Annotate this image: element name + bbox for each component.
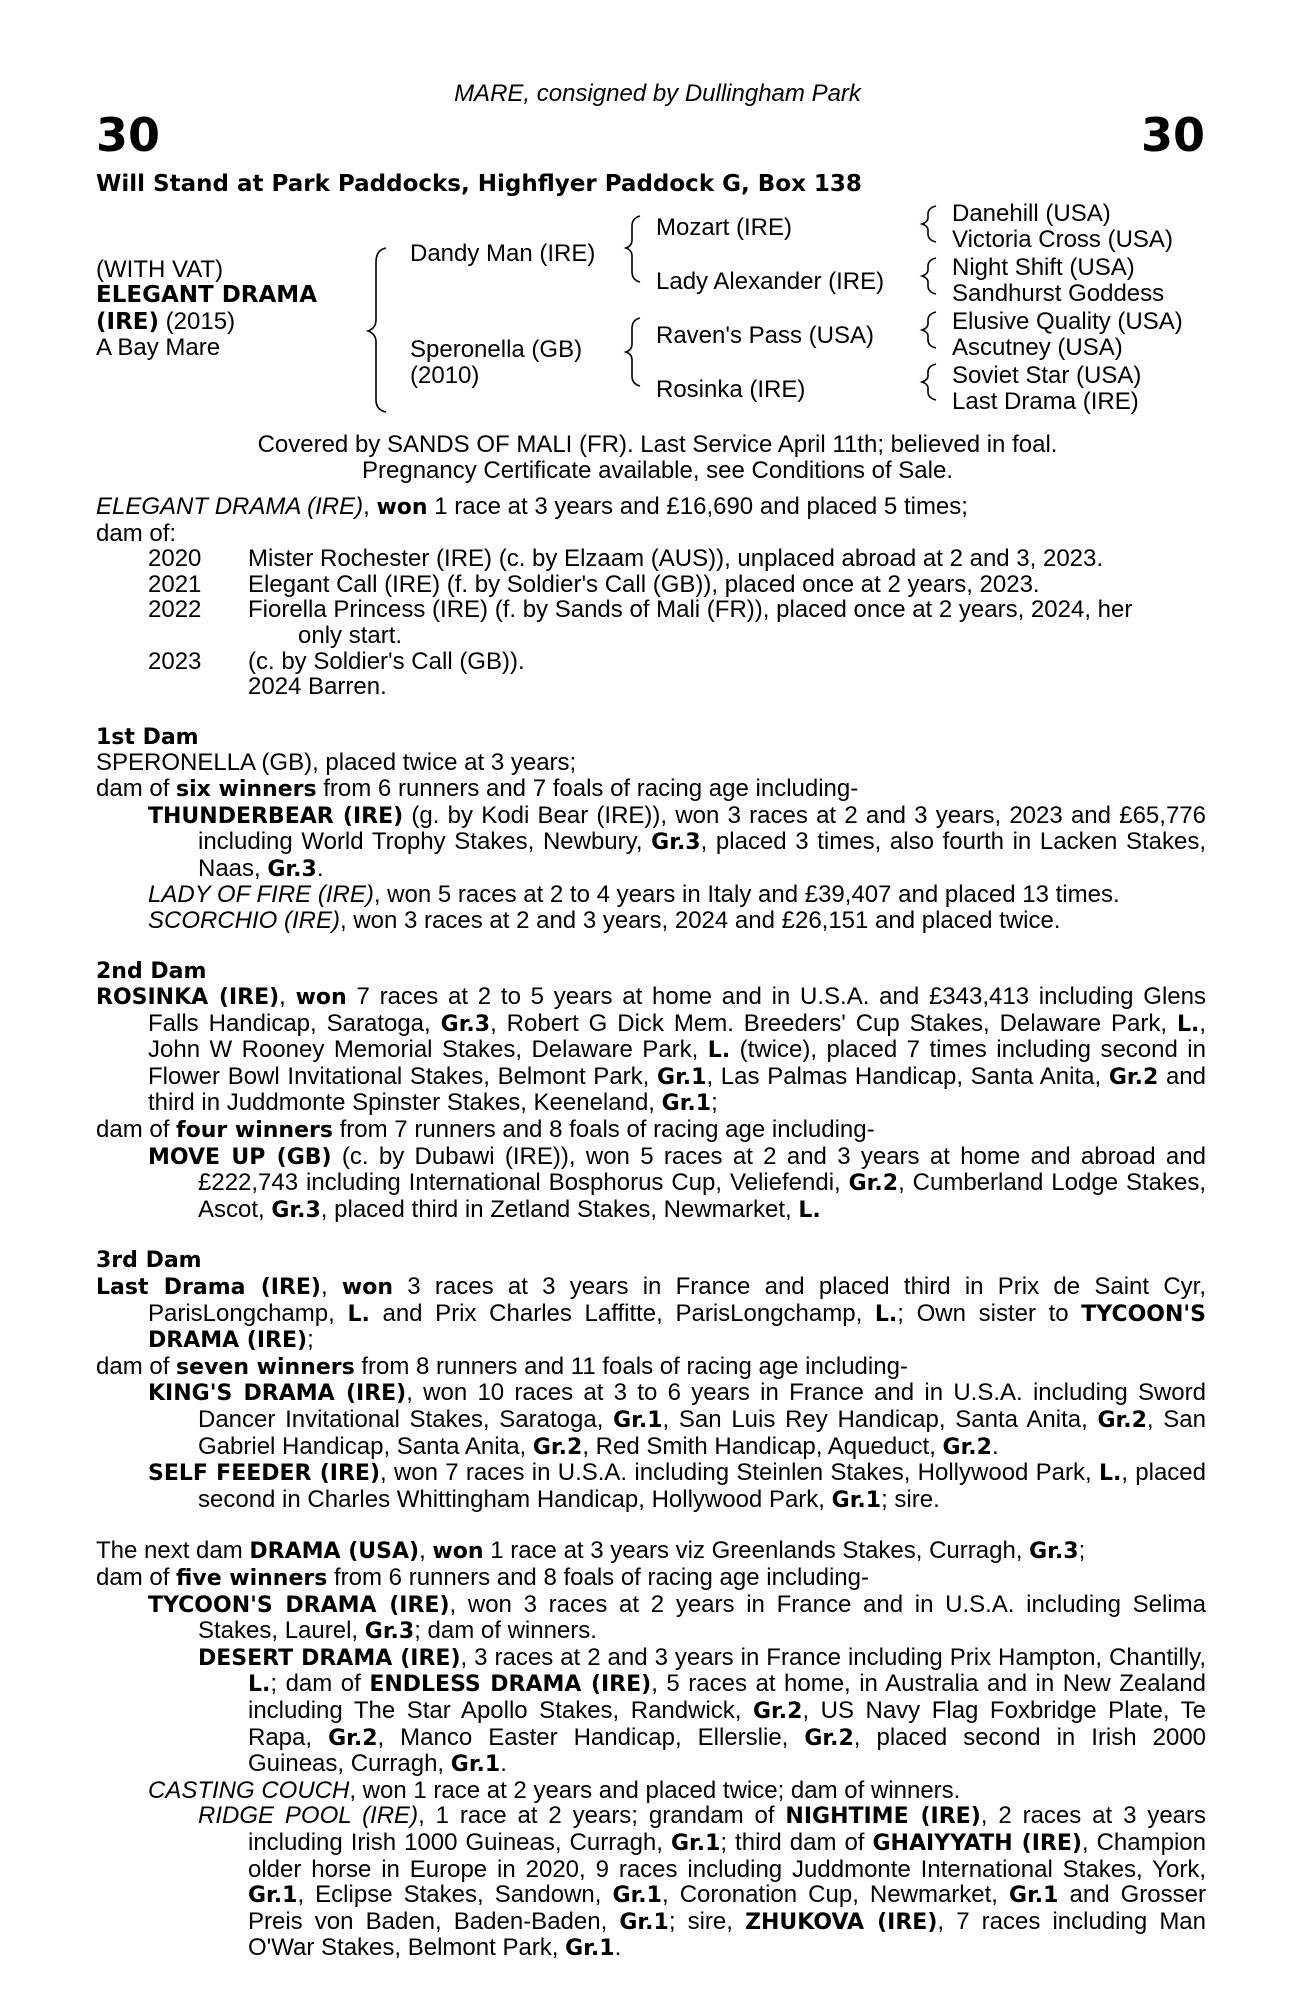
first-dam-entry: LADY OF FIRE (IRE), won 5 races at 2 to 4 years in Italy and £39,407 and placed 13 times. (148, 881, 1120, 909)
third-dam-entry: SELF FEEDER (IRE), won 7 races in U.S.A. including Steinlen Stakes, Hollywood Park, L., placed second in Charles Whittingham Handicap, Hollywood Park, Gr.1; sire. (148, 1459, 1206, 1513)
first-dam-entry: SCORCHIO (IRE), won 3 races at 2 and 3 years, 2024 and £26,151 and placed twice. (148, 906, 1061, 934)
first-dam-line: SPERONELLA (GB), placed twice at 3 years; (96, 749, 577, 777)
produce-text: 2024 Barren. (248, 673, 387, 701)
produce-year: 2023 (148, 647, 202, 675)
vat-note: (WITH VAT) (96, 256, 224, 283)
covered-line-2: Pregnancy Certificate available, see Conditions of Sale. (362, 457, 953, 484)
gen3-8: Last Drama (IRE) (952, 388, 1139, 415)
lot-number-right: 30 (1140, 108, 1205, 162)
covered-note (0, 432, 1315, 484)
produce-text: Fiorella Princess (IRE) (f. by Sands of Mali (FR)), placed once at 2 years, 2024, her only start. (248, 596, 1133, 649)
covered-line-1: Covered by SANDS OF MALI (FR). Last Service April 11th; believed in foal. (257, 431, 1058, 458)
next-dam-sub-entry: DESERT DRAMA (IRE), 3 races at 2 and 3 years in France including Prix Hampton, Chantilly, L.; dam of ENDLESS DRAMA (IRE), 5 races at home, in Australia and in New Zealand including The Star Apollo Stakes, Randwick, Gr.2, US Navy Flag Foxbridge Plate, Te Rapa, Gr.2, Manco Easter Handicap, Ellerslie, Gr.2, placed second in Irish 2000 Guineas, Curragh, Gr.1. (198, 1643, 1207, 1778)
next-dam-entry: CASTING COUCH, won 1 race at 2 years and placed twice; dam of winners. (148, 1776, 961, 1804)
produce-text: Elegant Call (IRE) (f. by Soldier's Call (GB)), placed once at 2 years, 2023. (248, 570, 1040, 598)
first-dam-entry: THUNDERBEAR (IRE) (g. by Kodi Bear (IRE)), won 3 races at 2 and 3 years, 2023 and £65,776 including World Trophy Stakes, Newbury, Gr.3, placed 3 times, also fourth in Lacken Stakes, Naas, Gr.3. (148, 801, 1206, 882)
dam: Speronella (GB) (410, 336, 583, 363)
produce-text: Mister Rochester (IRE) (c. by Elzaam (AUS)), unplaced abroad at 2 and 3, 2023. (248, 545, 1104, 573)
third-dam-heading: 3rd Dam (96, 1248, 202, 1274)
next-dam-dam-of: dam of five winners from 6 runners and 8 foals of racing age including- (96, 1563, 869, 1591)
first-dam-heading: 1st Dam (96, 724, 199, 750)
mare-summary: ELEGANT DRAMA (IRE), won 1 race at 3 years and £16,690 and placed 5 times; (96, 493, 968, 520)
produce-year: 2021 (148, 570, 202, 598)
horse-description: A Bay Mare (96, 334, 221, 361)
third-dam-record: Last Drama (IRE), won 3 races at 3 years in France and placed third in Prix de Saint Cyr, ParisLongchamp, L. and Prix Charles Laffitte, ParisLongchamp, L.; Own sister to TYCOON'S DRAMA (IRE); (96, 1273, 1206, 1354)
lot-number-left: 30 (96, 108, 161, 162)
sire-dam: Lady Alexander (IRE) (656, 268, 885, 295)
second-dam-entry: MOVE UP (GB) (c. by Dubawi (IRE)), won 5 races at 2 and 3 years at home and abroad and £222,743 including International Bosphorus Cup, Veliefendi, Gr.2, Cumberland Lodge Stakes, Ascot, Gr.3, placed third in Zetland Stakes, Newmarket, L. (148, 1142, 1206, 1223)
dam-of-label: dam of: (96, 519, 177, 547)
sire-sire: Mozart (IRE) (656, 214, 793, 241)
sire: Dandy Man (IRE) (410, 240, 596, 267)
dam-dam: Rosinka (IRE) (656, 376, 806, 403)
second-dam-heading: 2nd Dam (96, 958, 207, 984)
produce-year: 2022 (148, 596, 202, 624)
gen3-3: Night Shift (USA) (952, 254, 1135, 281)
dam-year: (2010) (410, 362, 480, 389)
third-dam-entry: KING'S DRAMA (IRE), won 10 races at 3 to 6 years in France and in U.S.A. including Sword Dancer Invitational Stakes, Saratoga, Gr.1, San Luis Rey Handicap, Santa Anita, Gr.2, San Gabriel Handicap, Santa Anita, Gr.2, Red Smith Handicap, Aqueduct, Gr.2. (148, 1379, 1206, 1460)
gen3-7: Soviet Star (USA) (952, 362, 1142, 389)
next-dam-entry: TYCOON'S DRAMA (IRE), won 3 races at 2 years in France and in U.S.A. including Selima Stakes, Laurel, Gr.3; dam of winners. (148, 1590, 1206, 1645)
produce-year (96, 674, 248, 700)
first-dam-dam-of: dam of six winners from 6 runners and 7 foals of racing age including- (96, 774, 859, 802)
dam-sire: Raven's Pass (USA) (656, 322, 874, 349)
pedigree-table (0, 200, 1315, 420)
next-dam-sub-entry: RIDGE POOL (IRE), 1 race at 2 years; grandam of NIGHTIME (IRE), 2 races at 3 years including Irish 1000 Guineas, Curragh, Gr.1; third dam of GHAIYYATH (IRE), Champion older horse in Europe in 2020, 9 races including Juddmonte International Stakes, York, Gr.1, Eclipse Stakes, Sandown, Gr.1, Coronation Cup, Newmarket, Gr.1 and Grosser Preis von Baden, Baden-Baden, Gr.1; sire, ZHUKOVA (IRE), 7 races including Man O'War Stakes, Belmont Park, Gr.1. (198, 1802, 1207, 1962)
catalogue-body (96, 494, 1206, 1962)
gen3-1: Danehill (USA) (952, 200, 1111, 227)
gen3-4: Sandhurst Goddess (952, 280, 1165, 307)
produce-record (96, 546, 1206, 700)
horse-origin-year: (IRE) (2015) (96, 308, 236, 335)
gen3-5: Elusive Quality (USA) (952, 308, 1183, 335)
produce-text: (c. by Soldier's Call (GB)). (248, 647, 525, 675)
gen3-6: Ascutney (USA) (952, 334, 1123, 361)
gen3-2: Victoria Cross (USA) (952, 226, 1173, 253)
horse-name: ELEGANT DRAMA (96, 282, 317, 308)
second-dam-record: ROSINKA (IRE), won 7 races at 2 to 5 years at home and in U.S.A. and £343,413 including Glens Falls Handicap, Saratoga, Gr.3, Robert G Dick Mem. Breeders' Cup Stakes, Delaware Park, L., John W Rooney Memorial Stakes, Delaware Park, L. (twice), placed 7 times including second in Flower Bowl Invitational Stakes, Belmont Park, Gr.1, Las Palmas Handicap, Santa Anita, Gr.2 and third in Juddmonte Spinster Stakes, Keeneland, Gr.1; (96, 983, 1206, 1117)
third-dam-dam-of: dam of seven winners from 8 runners and 11 foals of racing age including- (96, 1352, 908, 1380)
produce-year: 2020 (148, 545, 202, 573)
next-dam-record: The next dam DRAMA (USA), won 1 race at 3 years viz Greenlands Stakes, Curragh, Gr.3; (96, 1537, 1086, 1565)
stand-location: Will Stand at Park Paddocks, Highflyer Paddock G, Box 138 (96, 171, 862, 197)
consignor-line: MARE, consigned by Dullingham Park (454, 80, 861, 107)
second-dam-dam-of: dam of four winners from 7 runners and 8 foals of racing age including- (96, 1116, 875, 1144)
